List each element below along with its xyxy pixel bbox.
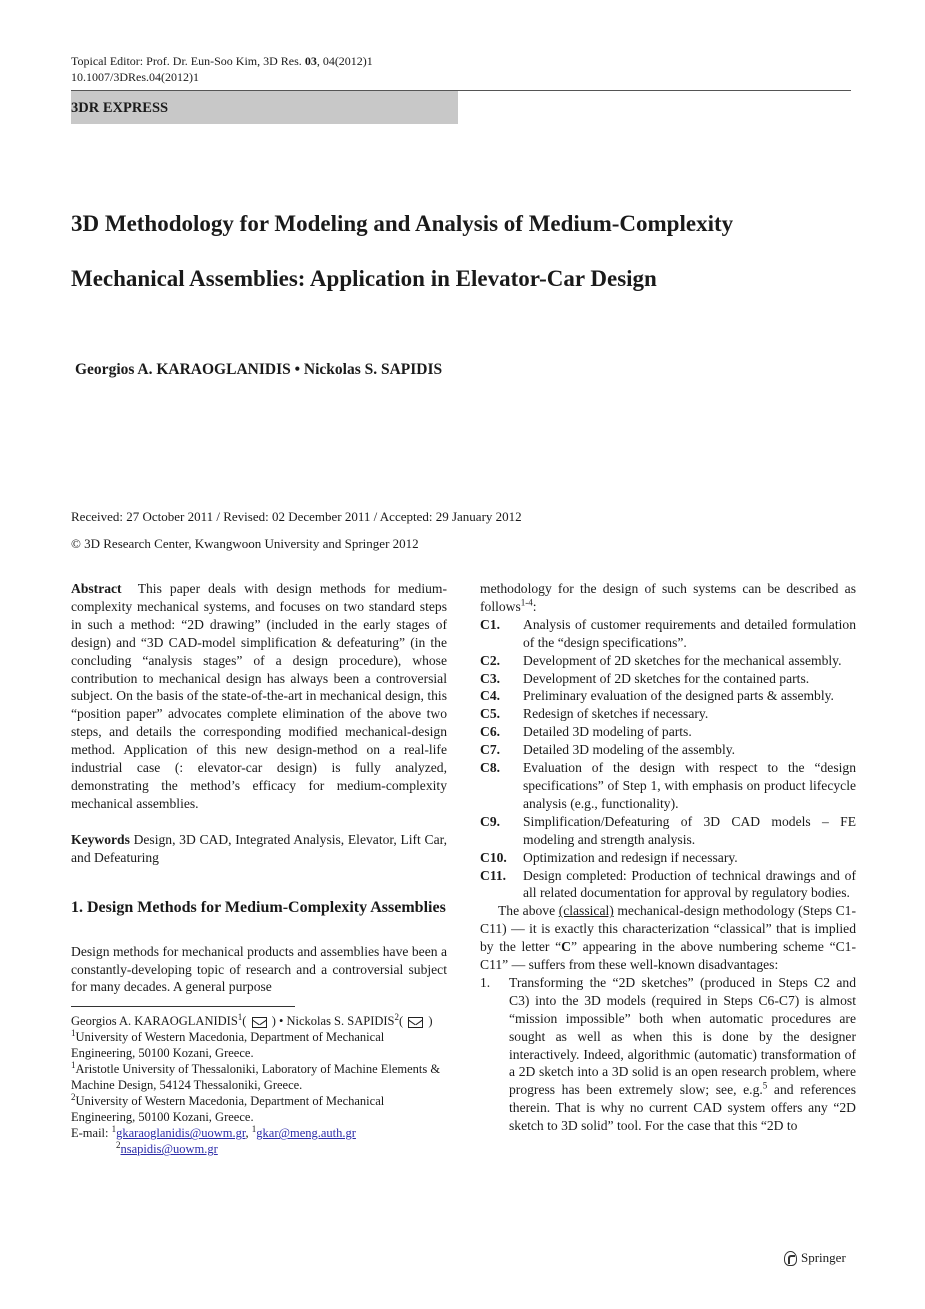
section-1-heading: 1. Design Methods for Medium-Complexity Assemblies bbox=[71, 898, 446, 916]
emails: E-mail: $^1$gkaraoglanidis@uowm.gr, $^1$gkar@meng.auth.gr bbox=[71, 1124, 356, 1141]
step-item: C3. Development of 2D sketches for the contained parts. bbox=[480, 670, 810, 686]
publisher-name: Springer bbox=[801, 1250, 846, 1265]
step-item: C6. Detailed 3D modeling of parts. bbox=[480, 724, 692, 740]
springer-horse-icon bbox=[784, 1251, 797, 1266]
footnotes bbox=[71, 1013, 447, 1157]
step-item: C10. Optimization and redesign if necessary. bbox=[480, 849, 738, 865]
keywords bbox=[71, 831, 447, 867]
keywords-label: Keywords bbox=[71, 831, 130, 847]
step-item: C9. Simplification/Defeaturing of 3D CAD models – FE modeling and strength analysis. bbox=[480, 813, 856, 847]
intro-text: methodology for the design of such systems can be described as follows$^{1-4}$: bbox=[480, 581, 856, 614]
step-item: C2. Development of 2D sketches for the mechanical assembly. bbox=[480, 652, 842, 668]
copyright: © 3D Research Center, Kwangwoon University and Springer 2012 bbox=[71, 536, 419, 551]
step-item: C4. Preliminary evaluation of the designed parts & assembly. bbox=[480, 688, 834, 704]
footnote-authors: Georgios A. KARAOGLANIDIS$^1$( ) • Nickolas S. SAPIDIS$^2$( ) bbox=[71, 1012, 433, 1029]
email-link-2[interactable]: gkar@meng.auth.gr bbox=[256, 1126, 356, 1141]
envelope-icon bbox=[252, 1017, 267, 1028]
section-label: 3DR EXPRESS bbox=[71, 91, 458, 124]
affiliation-1: $^1$University of Western Macedonia, Department of Mechanical Engineering, 50100 Kozani, Greece. bbox=[71, 1028, 385, 1061]
left-column bbox=[71, 580, 447, 1157]
emails-line-2: $^2$nsapidis@uowm.gr bbox=[116, 1140, 218, 1157]
publisher-logo bbox=[784, 1250, 846, 1266]
right-column bbox=[480, 580, 856, 1135]
step-item: C11. Design completed: Production of technical drawings and of all related documentation for approval by regulatory bodies. bbox=[480, 867, 856, 901]
envelope-icon bbox=[408, 1017, 423, 1028]
step-item: C5. Redesign of sketches if necessary. bbox=[480, 706, 709, 722]
steps-list bbox=[480, 616, 856, 903]
authors: Georgios A. KARAOGLANIDIS • Nickolas S. SAPIDIS bbox=[75, 361, 443, 378]
email-link-1[interactable]: gkaraoglanidis@uowm.gr bbox=[116, 1126, 246, 1141]
dates: Received: 27 October 2011 / Revised: 02 December 2011 / Accepted: 29 January 2012 bbox=[71, 509, 522, 524]
abstract bbox=[71, 580, 447, 813]
keywords-text: Design, 3D CAD, Integrated Analysis, Elevator, Lift Car, and Defeaturing bbox=[71, 831, 447, 865]
title-line-1: 3D Methodology for Modeling and Analysis of Medium-Complexity bbox=[71, 211, 734, 236]
footnote-rule bbox=[71, 1006, 295, 1007]
email-link-3[interactable]: nsapidis@uowm.gr bbox=[120, 1142, 218, 1157]
step-item: C8. Evaluation of the design with respect to the “design specifications” of Step 1, with emphasis on product lifecycle analysis (e.g., functionality). bbox=[480, 760, 856, 811]
step-item: C7. Detailed 3D modeling of the assembly. bbox=[480, 742, 736, 758]
section-1-paragraph: Design methods for mechanical products and assemblies have been a constantly-developing topic of research and a controversial subject for many decades. A general purpose bbox=[71, 943, 447, 995]
editor-line: Topical Editor: Prof. Dr. Eun-Soo Kim, 3D Res. 03, 04(2012)1 bbox=[71, 54, 373, 68]
disadvantages-paragraph: The above (classical) mechanical-design methodology (Steps C1-C11) — it is exactly this characterization “classical” that is implied by the letter “C” appearing in the above numbering scheme “C1-C11” — suffers from these well-known disadvantages: bbox=[480, 903, 856, 973]
abstract-text: This paper deals with design methods for medium-complexity mechanical systems, and focuses on two standard steps in such a method: “2D drawing” (included in the early stages of design) and “3D CAD-model simplification & defeaturing” (in the concluding “analysis stages” of a design procedure), whose contribution to mechanical design has always been a controversial subject. On the basis of the state-of-the-art in mechanical design, this “position paper” advocates complete elimination of the above two steps, and details the corresponding modified mechanical-design method. Application of this new design-method on a real-life industrial case (: elevator-car design) is fully analyzed, demonstrating the method’s efficacy for medium-complexity mechanical assemblies. bbox=[71, 581, 447, 811]
doi-line: 10.1007/3DRes.04(2012)1 bbox=[71, 70, 199, 84]
affiliation-3: $^2$University of Western Macedonia, Department of Mechanical Engineering, 50100 Kozani, Greece. bbox=[71, 1092, 385, 1125]
affiliation-2: $^1$Aristotle University of Thessaloniki, Laboratory of Machine Elements & Machine Design, 54124 Thessaloniki, Greece. bbox=[71, 1060, 441, 1093]
paper-title bbox=[71, 196, 871, 306]
step-item: C1. Analysis of customer requirements and detailed formulation of the “design specifications”. bbox=[480, 616, 856, 650]
disadvantage-item: 1. Transforming the “2D sketches” (produced in Steps C2 and C3) into the 3D models (required in Steps C6-C7) is almost “mission impossible” both when automatic procedures are sought as well as when this is done by the designer interactively. Indeed, algorithmic (automatic) transformation of a 2D sketch into a 3D solid is an open research problem, where progress has been extremely slow; see, e.g.$^5$ and references therein. That is why no current CAD system offers any “2D sketch to 3D solid” tool. For the case that this “2D to bbox=[480, 974, 856, 1134]
running-header bbox=[71, 53, 373, 85]
title-line-2: Mechanical Assemblies: Application in Elevator-Car Design bbox=[71, 266, 657, 291]
abstract-label: Abstract bbox=[71, 581, 122, 596]
